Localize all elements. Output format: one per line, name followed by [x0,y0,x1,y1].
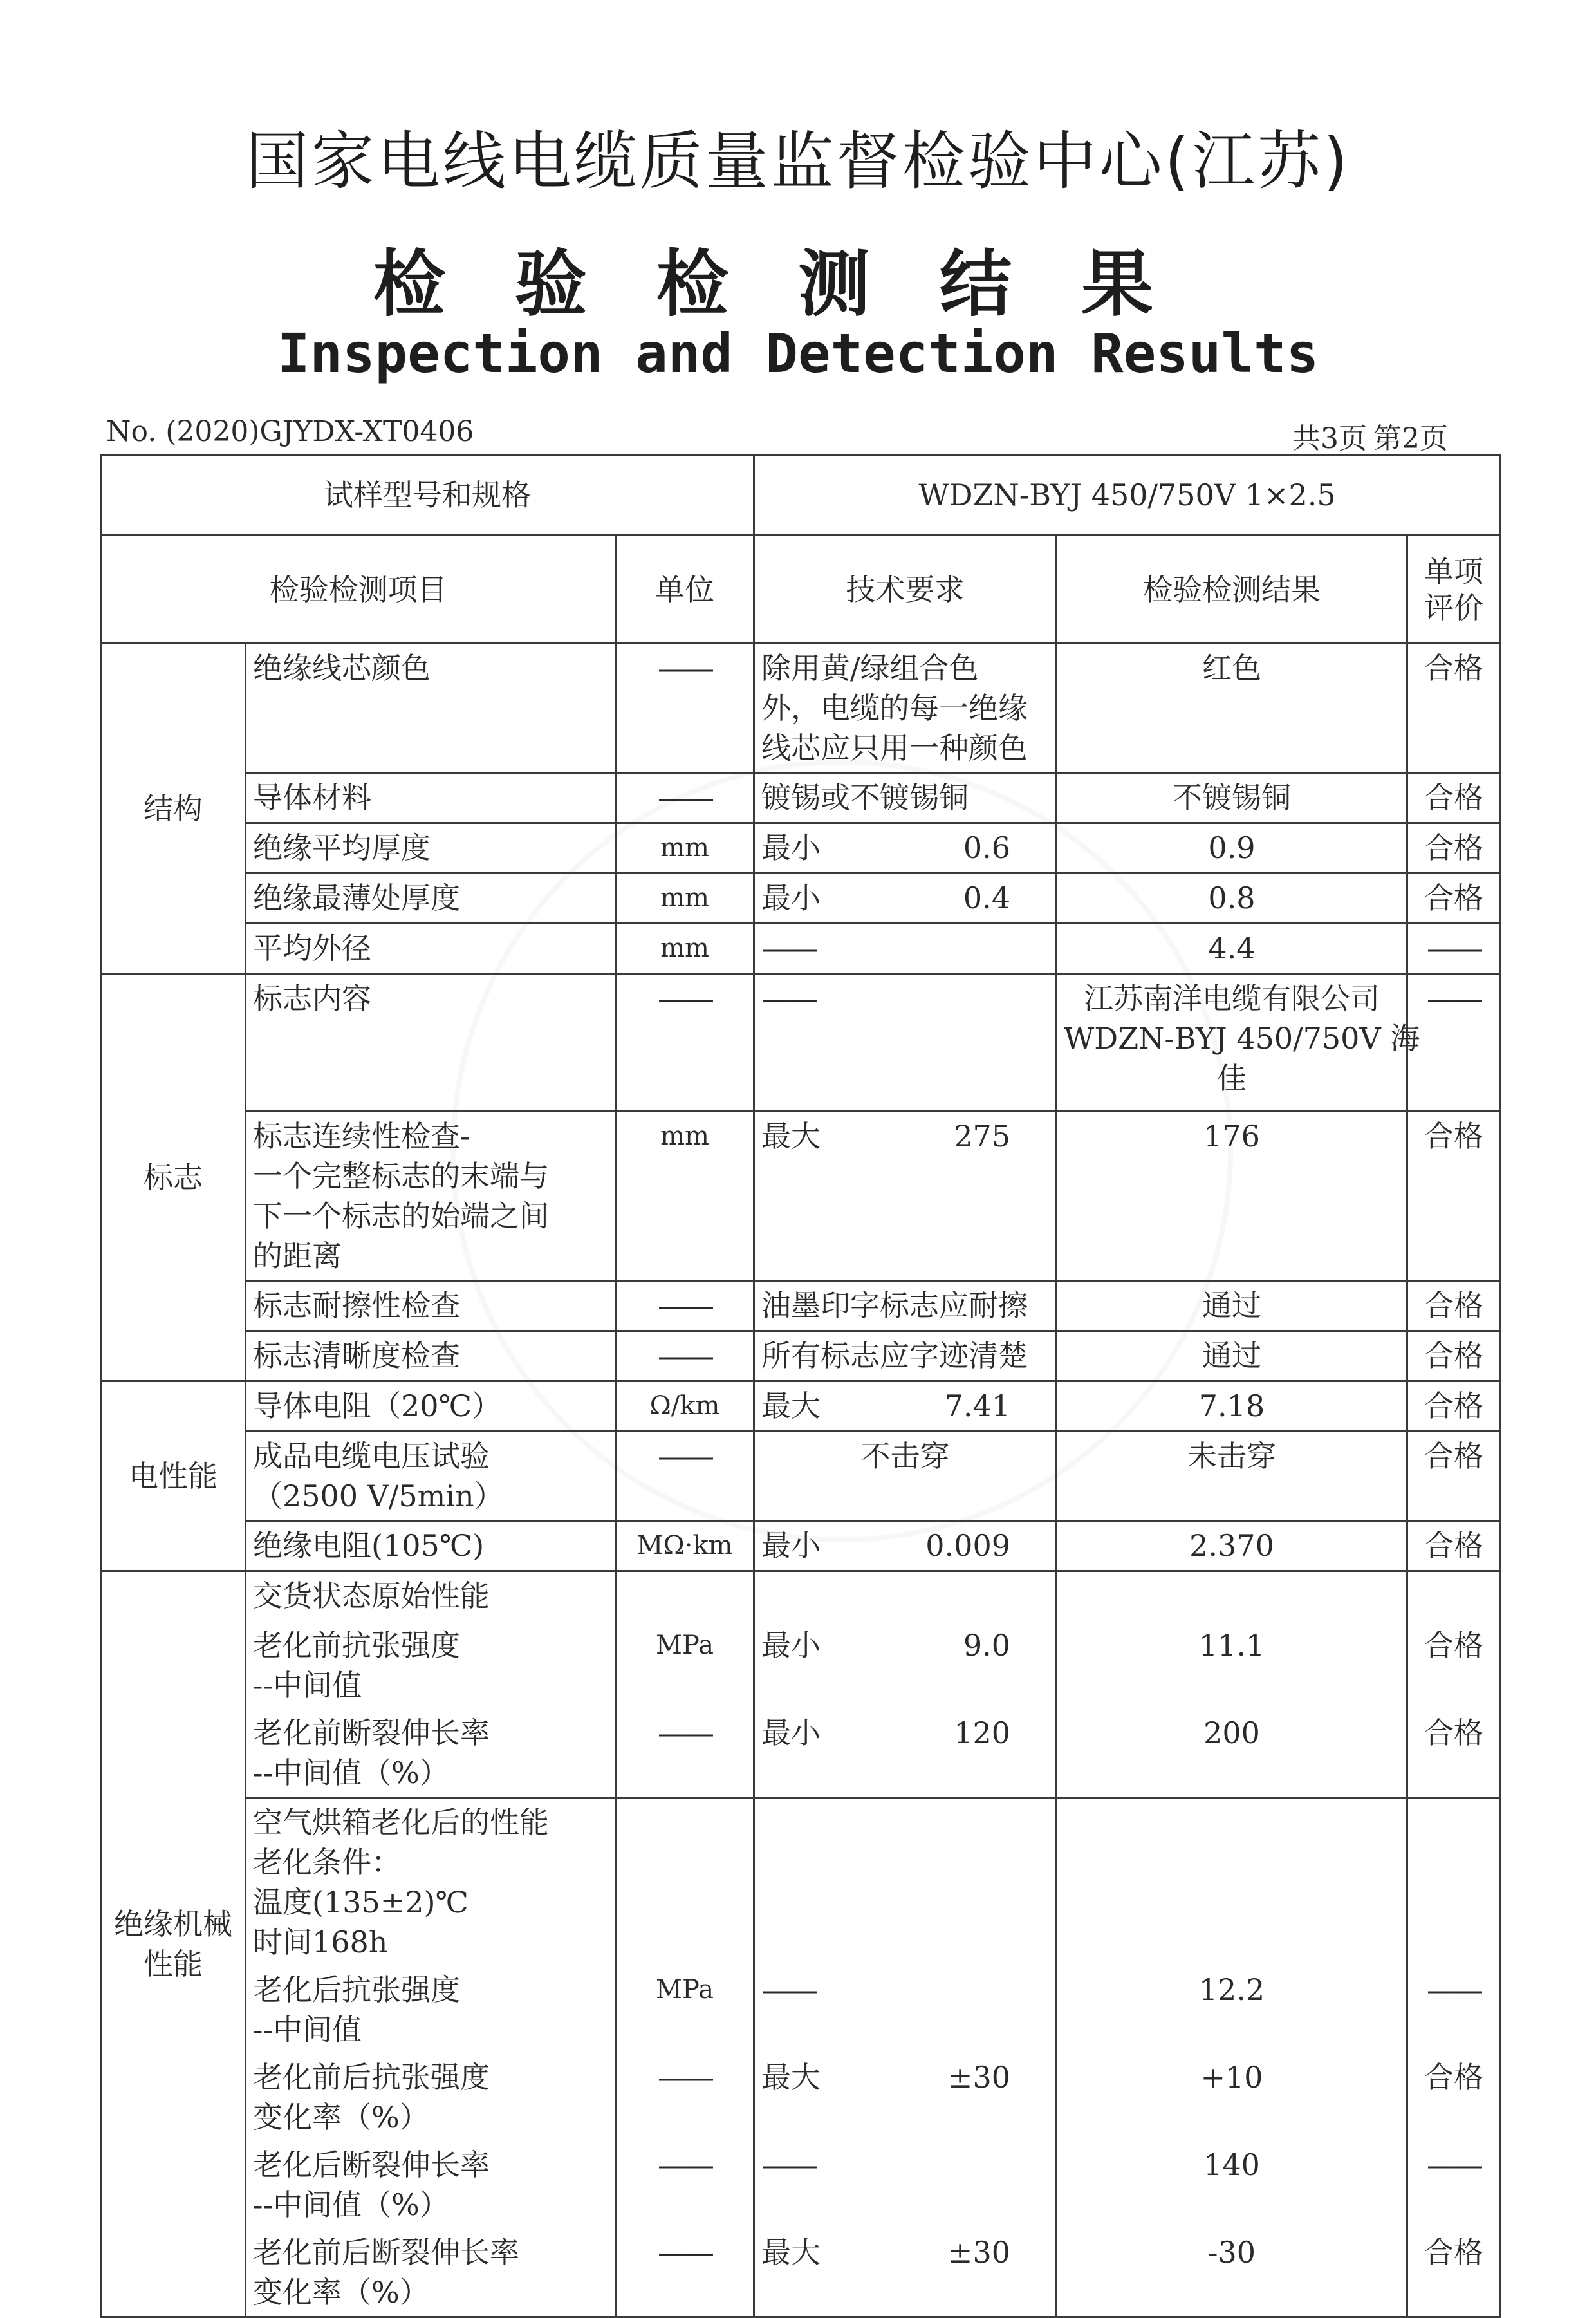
result-cell: 不镀锡铜 [1057,773,1407,823]
req-cell: 最大 ±30 [754,2229,1057,2317]
table-row [101,2141,1501,2229]
result-cell: 未击穿 [1057,1432,1407,1521]
result-cell: 0.9 [1057,823,1407,874]
result-cell [1057,1797,1407,1966]
header-row [101,536,1501,644]
group-mechanical: 绝缘机械性能 [101,1571,246,2317]
table-row [101,1381,1501,1432]
item-cell: 导体材料 [246,773,616,823]
verdict-cell: 合格 [1407,1432,1501,1521]
result-cell: 0.8 [1057,874,1407,924]
unit-cell: —— [616,644,754,773]
sample-row [101,455,1501,536]
result-cell: 140 [1057,2141,1407,2229]
item-cell: 老化前断裂伸长率 --中间值（%） [246,1709,616,1798]
result-cell: 江苏南洋电缆有限公司 WDZN-BYJ 450/750V 海 佳 [1057,974,1407,1112]
unit-cell [616,1571,754,1622]
req-cell: 最大 ±30 [754,2053,1057,2141]
item-cell: 成品电缆电压试验 （2500 V/5min） [246,1432,616,1521]
table-row [101,1571,1501,1622]
col-item: 检验检测项目 [101,536,616,644]
table-row [101,1966,1501,2053]
item-cell: 标志内容 [246,974,616,1112]
req-cell: —— [754,974,1057,1112]
req-cell: —— [754,1966,1057,2053]
unit-cell: —— [616,773,754,823]
item-cell: 标志连续性检查- 一个完整标志的末端与 下一个标志的始端之间 的距离 [246,1112,616,1281]
item-cell: 标志清晰度检查 [246,1331,616,1381]
verdict-cell: —— [1407,974,1501,1112]
table-row [101,974,1501,1112]
item-cell: 绝缘电阻(105℃) [246,1521,616,1571]
report-title-cn: 检验检测结果 [373,243,1223,326]
item-cell: 老化前后抗张强度 变化率（%） [246,2053,616,2141]
item-cell: 交货状态原始性能 [246,1571,616,1622]
table-row [101,1622,1501,1709]
total-pages: 共3页 [1292,422,1367,455]
result-cell: 2.370 [1057,1521,1407,1571]
table-row [101,2229,1501,2317]
req-cell: 最小 0.6 [754,823,1057,874]
req-cell: 镀锡或不镀锡铜 [754,773,1057,823]
result-cell [1057,1571,1407,1622]
result-cell: 通过 [1057,1281,1407,1331]
req-cell: 油墨印字标志应耐擦 [754,1281,1057,1331]
verdict-cell: 合格 [1407,1709,1501,1798]
unit-cell: —— [616,1709,754,1798]
unit-cell: —— [616,2141,754,2229]
req-cell [754,1571,1057,1622]
unit-cell: —— [616,2053,754,2141]
item-cell: 空气烘箱老化后的性能 老化条件： 温度(135±2)℃ 时间168h [246,1797,616,1966]
report-title-en: Inspection and Detection Results [277,322,1319,385]
result-cell: -30 [1057,2229,1407,2317]
unit-cell: MPa [616,1622,754,1709]
item-cell: 绝缘线芯颜色 [246,644,616,773]
result-cell: 200 [1057,1709,1407,1798]
unit-cell: mm [616,823,754,874]
verdict-cell: 合格 [1407,1622,1501,1709]
req-cell: 最小 120 [754,1709,1057,1798]
item-cell: 平均外径 [246,924,616,974]
group-structure: 结构 [101,644,246,974]
page-indicator [1286,415,1448,456]
result-cell: 7.18 [1057,1381,1407,1432]
table-row [101,1521,1501,1571]
item-cell: 绝缘平均厚度 [246,823,616,874]
result-cell: 通过 [1057,1331,1407,1381]
document-number: No. (2020)GJYDX-XT0406 [106,415,474,448]
table-row [101,1112,1501,1281]
item-cell: 老化后抗张强度 --中间值 [246,1966,616,2053]
result-cell: 4.4 [1057,924,1407,974]
results-table [100,454,1501,2318]
unit-cell: mm [616,924,754,974]
col-result: 检验检测结果 [1057,536,1407,644]
req-cell: 所有标志应字迹清楚 [754,1331,1057,1381]
verdict-cell [1407,1797,1501,1966]
verdict-cell: 合格 [1407,1281,1501,1331]
table-row [101,823,1501,874]
unit-cell: MΩ·km [616,1521,754,1571]
result-cell: 12.2 [1057,1966,1407,2053]
current-page: 第2页 [1373,422,1448,455]
verdict-cell: 合格 [1407,2053,1501,2141]
req-cell: —— [754,924,1057,974]
table-row [101,1432,1501,1521]
req-cell: 最小 0.009 [754,1521,1057,1571]
table-row [101,2053,1501,2141]
verdict-cell: 合格 [1407,1381,1501,1432]
item-cell: 标志耐擦性检查 [246,1281,616,1331]
org-title: 国家电线电缆质量监督检验中心(江苏) [245,125,1351,198]
item-cell: 绝缘最薄处厚度 [246,874,616,924]
result-cell: +10 [1057,2053,1407,2141]
verdict-cell: —— [1407,924,1501,974]
verdict-cell: 合格 [1407,2229,1501,2317]
table-row [101,773,1501,823]
group-marking: 标志 [101,974,246,1381]
unit-cell: mm [616,874,754,924]
req-cell: 最大 275 [754,1112,1057,1281]
table-row [101,644,1501,773]
table-row [101,874,1501,924]
unit-cell: —— [616,1331,754,1381]
col-requirement: 技术要求 [754,536,1057,644]
verdict-cell: 合格 [1407,644,1501,773]
group-electrical: 电性能 [101,1381,246,1571]
verdict-cell [1407,1571,1501,1622]
req-cell: 不击穿 [754,1432,1057,1521]
item-cell: 老化前后断裂伸长率 变化率（%） [246,2229,616,2317]
table-row [101,1797,1501,1966]
sample-label: 试样型号和规格 [101,455,754,536]
req-cell: 除用黄/绿组合色 外，电缆的每一绝缘 线芯应只用一种颜色 [754,644,1057,773]
item-cell: 导体电阻（20℃） [246,1381,616,1432]
unit-cell: —— [616,2229,754,2317]
col-unit: 单位 [616,536,754,644]
verdict-cell: —— [1407,2141,1501,2229]
table-row [101,1281,1501,1331]
col-verdict: 单项评价 [1407,536,1501,644]
unit-cell: Ω/km [616,1381,754,1432]
table-row [101,1709,1501,1798]
verdict-cell: 合格 [1407,1521,1501,1571]
table-row [101,924,1501,974]
req-cell: 最大 7.41 [754,1381,1057,1432]
item-cell: 老化后断裂伸长率 --中间值（%） [246,2141,616,2229]
verdict-cell: 合格 [1407,1112,1501,1281]
result-cell: 红色 [1057,644,1407,773]
req-cell [754,1797,1057,1966]
unit-cell: mm [616,1112,754,1281]
verdict-cell: —— [1407,1966,1501,2053]
unit-cell: MPa [616,1966,754,2053]
result-cell: 11.1 [1057,1622,1407,1709]
req-cell: 最小 0.4 [754,874,1057,924]
verdict-cell: 合格 [1407,823,1501,874]
item-cell: 老化前抗张强度 --中间值 [246,1622,616,1709]
sample-value: WDZN-BYJ 450/750V 1×2.5 [754,455,1501,536]
verdict-cell: 合格 [1407,1331,1501,1381]
req-cell: —— [754,2141,1057,2229]
unit-cell: —— [616,974,754,1112]
req-cell: 最小 9.0 [754,1622,1057,1709]
unit-cell: —— [616,1432,754,1521]
unit-cell: —— [616,1281,754,1331]
result-cell: 176 [1057,1112,1407,1281]
verdict-cell: 合格 [1407,874,1501,924]
verdict-cell: 合格 [1407,773,1501,823]
unit-cell [616,1797,754,1966]
table-row [101,1331,1501,1381]
